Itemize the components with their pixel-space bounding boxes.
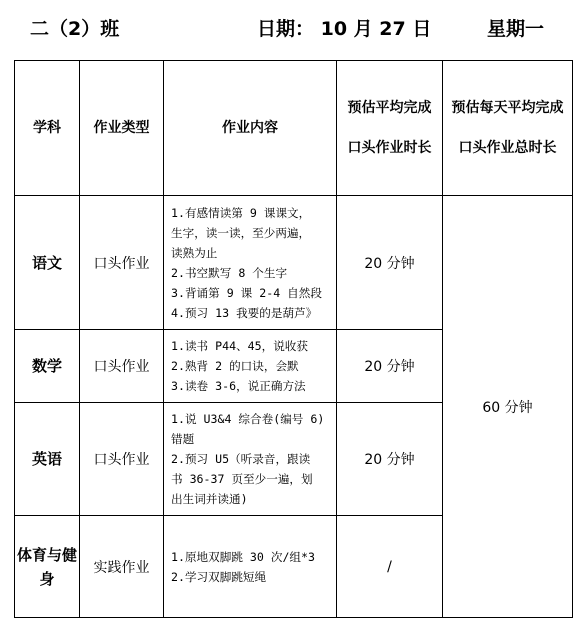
total-time-cell: 60 分钟 — [443, 196, 573, 618]
duration-cell: 20 分钟 — [337, 330, 443, 403]
date-label: 日期： 10 月 27 日 — [257, 18, 432, 40]
content-line: 4.预习 13 我要的是葫芦》 — [171, 305, 318, 320]
duration-cell: / — [337, 516, 443, 618]
content-line: 错题 — [171, 432, 195, 446]
table-row — [15, 196, 573, 330]
subject-cell: 英语 — [15, 403, 80, 516]
column-header-total: 预估每天平均完成口头作业总时长 — [443, 61, 573, 196]
content-line: 出生词并读通) — [171, 492, 248, 506]
type-cell: 口头作业 — [80, 403, 164, 516]
content-cell — [164, 516, 337, 618]
content-cell — [164, 330, 337, 403]
content-line: 1.说 U3&4 综合卷(编号 6) — [171, 412, 325, 426]
table-header-row — [15, 61, 573, 196]
content-line: 生字，读一读，至少两遍， — [171, 225, 311, 240]
content-line: 书 36-37 页至少一遍，划 — [171, 472, 313, 486]
subject-cell: 数学 — [15, 330, 80, 403]
content-line: 2.预习 U5（听录音，跟读 — [171, 452, 311, 466]
column-header-duration: 预估平均完成口头作业时长 — [337, 61, 443, 196]
type-cell: 实践作业 — [80, 516, 164, 618]
page-header — [0, 14, 586, 46]
content-line: 1.原地双脚跳 30 次/组*3 — [171, 549, 315, 564]
duration-cell: 20 分钟 — [337, 196, 443, 330]
column-header-content: 作业内容 — [164, 61, 337, 196]
content-line: 3.读卷 3-6，说正确方法 — [171, 379, 306, 393]
column-header-type: 作业类型 — [80, 61, 164, 196]
type-cell: 口头作业 — [80, 330, 164, 403]
content-line: 3.背诵第 9 课 2-4 自然段 — [171, 285, 322, 300]
content-line: 2.学习双脚跳短绳 — [171, 569, 267, 584]
subject-cell: 语文 — [15, 196, 80, 330]
weekday-label: 星期一 — [487, 18, 545, 40]
content-line: 1.读书 P44、45，说收获 — [171, 339, 308, 353]
content-cell — [164, 403, 337, 516]
class-name: 二（2）班 — [30, 18, 120, 40]
content-cell — [164, 196, 337, 330]
homework-table — [14, 60, 573, 618]
type-cell: 口头作业 — [80, 196, 164, 330]
content-line: 2.书空默写 8 个生字 — [171, 265, 288, 280]
subject-cell: 体育与健身 — [15, 516, 80, 618]
content-line: 读熟为止 — [171, 245, 218, 260]
content-line: 2.熟背 2 的口诀，会默 — [171, 359, 299, 373]
column-header-subject: 学科 — [15, 61, 80, 196]
duration-cell: 20 分钟 — [337, 403, 443, 516]
content-line: 1.有感情读第 9 课课文， — [171, 205, 311, 220]
